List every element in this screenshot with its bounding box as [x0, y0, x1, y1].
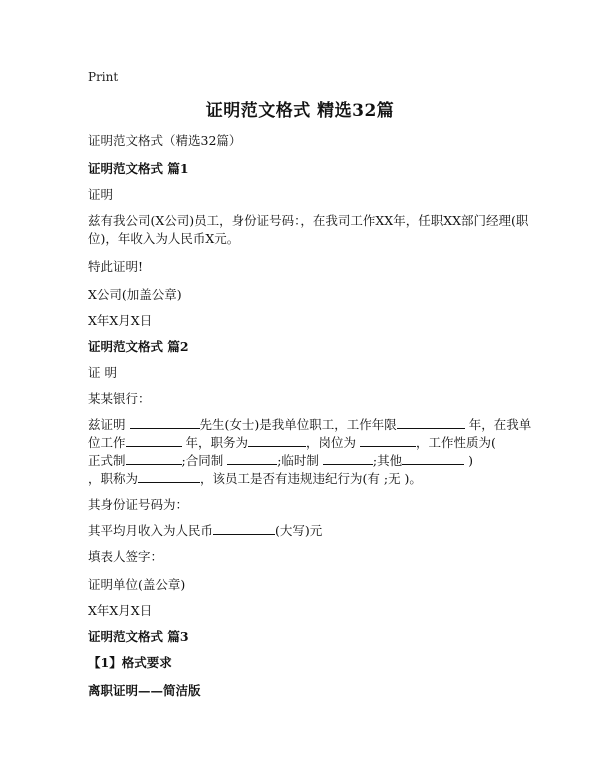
blank-temporary — [323, 452, 373, 465]
section1-label: 证明 — [88, 187, 114, 202]
section3-heading: 证明范文格式 篇3 — [88, 629, 189, 644]
section2-paragraph-line1: 兹证明 先生(女士)是我单位职工，工作年限 年，在我单 — [88, 417, 532, 432]
section1-heading: 证明范文格式 篇1 — [88, 161, 189, 176]
section2-label: 证 明 — [88, 365, 117, 380]
blank-post — [360, 434, 416, 447]
section2-recipient: 某某银行： — [88, 391, 151, 406]
blank-years — [397, 416, 465, 429]
section2-id-line: 其身份证号码为： — [88, 497, 189, 512]
section1-body-line2: 位)，年收入为人民币X元。 — [88, 231, 240, 246]
blank-other — [402, 452, 464, 465]
document-subtitle: 证明范文格式（精选32篇） — [88, 133, 242, 148]
section3-sub2: 离职证明——简洁版 — [88, 683, 201, 698]
blank-position — [248, 434, 306, 447]
section2-paragraph-line3: 正式制 ;合同制 ;临时制 ;其他 ) — [88, 453, 474, 468]
section2-unit: 证明单位(盖公章) — [88, 577, 186, 592]
section2-heading: 证明范文格式 篇2 — [88, 339, 189, 354]
blank-work-years — [126, 434, 182, 447]
section2-signer: 填表人签字： — [88, 549, 164, 564]
section1-company: X公司(加盖公章) — [88, 287, 182, 302]
blank-name — [130, 416, 200, 429]
section3-sub1: 【1】格式要求 — [88, 655, 172, 670]
section2-date: X年X月X日 — [88, 603, 153, 618]
blank-income — [213, 522, 275, 535]
section2-paragraph-line2: 位工作 年，职务为 ，岗位为 ，工作性质为( — [88, 435, 496, 450]
section1-closing: 特此证明! — [88, 259, 144, 274]
page-title: 证明范文格式 精选32篇 — [205, 101, 395, 121]
section2-paragraph-line4: ，职称为 ，该员工是否有违规违纪行为(有 ;无 )。 — [88, 471, 422, 486]
section2-income-line: 其平均月收入为人民币 (大写)元 — [88, 523, 323, 538]
section1-date: X年X月X日 — [88, 313, 153, 328]
blank-formal — [126, 452, 182, 465]
section1-body-line1: 兹有我公司(X公司)员工，身份证号码：，在我司工作XX年，任职XX部门经理(职 — [88, 213, 529, 228]
blank-title — [138, 470, 200, 483]
blank-contract — [227, 452, 277, 465]
print-label: Print — [88, 70, 119, 84]
